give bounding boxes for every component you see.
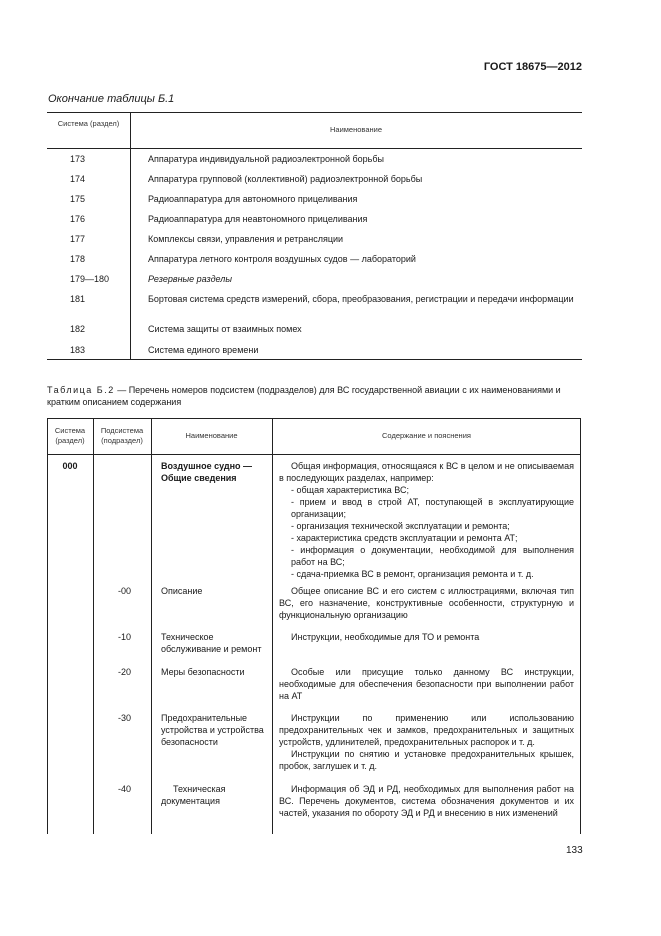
table2-header-system: Система (раздел) xyxy=(54,426,86,445)
table1-code: 175 xyxy=(70,194,86,204)
table2-content-line: Общее описание ВС и его систем с иллюстрациями, включая тип ВС, его назначение, конструктивные особенности, структурную и функциональную организацию xyxy=(279,586,574,620)
table2-content-line: - характеристика средств эксплуатации и ремонта АТ; xyxy=(291,533,518,543)
table1-header-name: Наименование xyxy=(330,125,382,134)
table1-name: Аппаратура индивидуальной радиоэлектронной борьбы xyxy=(148,154,384,164)
table2-left-border xyxy=(47,418,48,834)
table2-content-line: Инструкции, необходимые для ТО и ремонта xyxy=(291,632,480,642)
table1-code: 178 xyxy=(70,254,86,264)
table2-subsystem-code: -10 xyxy=(117,632,131,642)
table2-name: Предохранительные устройства и устройства безопасности xyxy=(161,713,264,747)
table1-caption: Окончание таблицы Б.1 xyxy=(48,93,175,105)
table1-header-system: Система (раздел) xyxy=(57,119,120,128)
table1-name: Система единого времени xyxy=(148,345,259,355)
table2-name: Воздушное судно — Общие сведения xyxy=(161,461,253,483)
table2-content-line: Особые или присущие только данному ВС инструкции, необходимые для обеспечения безопасности при выполнении работ на АТ xyxy=(279,667,574,701)
table1 xyxy=(47,112,582,361)
table1-name: Аппаратура групповой (коллективной) радиоэлектронной борьбы xyxy=(148,174,423,184)
table2-content-line xyxy=(279,496,574,520)
table2-content xyxy=(279,712,574,772)
table2-column-divider xyxy=(151,418,152,834)
table2-column-divider xyxy=(272,418,273,834)
table1-code: 174 xyxy=(70,174,86,184)
table1-code: 179—180 xyxy=(70,274,110,284)
table1-name: Аппаратура летного контроля воздушных судов — лабораторий xyxy=(148,254,416,264)
table2-content-line: - организация технической эксплуатации и ремонта; xyxy=(291,521,510,531)
table1-code: 177 xyxy=(70,234,86,244)
table2-content xyxy=(279,585,574,621)
table1-name: Система защиты от взаимных помех xyxy=(148,324,302,334)
table1-name: Радиоаппаратура для автономного прицеливания xyxy=(148,194,358,204)
table1-top-rule xyxy=(47,112,582,113)
table1-code: 176 xyxy=(70,214,86,224)
table2-name: Меры безопасности xyxy=(161,667,245,677)
table1-name: Резервные разделы xyxy=(148,274,232,284)
table2-caption-label: Таблица Б.2 xyxy=(47,385,115,395)
table2-content-line: Общая информация, относящаяся к ВС в целом и не описываемая в последующих разделах, например: xyxy=(279,461,574,483)
table2-content xyxy=(279,783,574,819)
table1-header-rule xyxy=(47,148,582,149)
table1-code: 173 xyxy=(70,154,86,164)
table1-name: Радиоаппаратура для неавтономного прицеливания xyxy=(148,214,368,224)
table2-system-code: 000 xyxy=(62,461,78,471)
table2-column-divider xyxy=(93,418,94,834)
table2-content xyxy=(279,666,574,702)
table2-content xyxy=(279,460,574,580)
table2-name: Описание xyxy=(161,586,203,596)
table2-content-line: Инструкции по снятию и установке предохранительных крышек, пробок, заглушек и т. д. xyxy=(279,749,574,771)
table2-caption-text: — Перечень номеров подсистем (подразделов) для ВС государственной авиации с их наименованиями и кратким описанием содержания xyxy=(47,385,561,407)
table2-right-border xyxy=(580,418,581,834)
table2-content-line: - общая характеристика ВС; xyxy=(291,485,409,495)
table1-code: 183 xyxy=(70,345,86,355)
table2-name: Техническое обслуживание и ремонт xyxy=(161,632,262,654)
table1-name: Комплексы связи, управления и ретрансляции xyxy=(148,234,344,244)
table2-content-line: - сдача-приемка ВС в ремонт, организация ремонта и т. д. xyxy=(291,569,534,579)
table2-name: Техническая документация xyxy=(161,784,226,806)
table1-bottom-rule xyxy=(47,359,582,360)
table2-content-line: Информация об ЭД и РД, необходимых для выполнения работ на ВС. Перечень документов, система обозначения документов и их частей, указания по обороту ЭД и РД и внесению в них изменений xyxy=(279,784,574,818)
page-number: 133 xyxy=(566,845,583,856)
table1-code: 181 xyxy=(70,294,86,304)
table2-content-line: - информация о документации, необходимой для выполнения работ на ВС; xyxy=(291,545,574,567)
table1-name: Бортовая система средств измерений, сбора, преобразования, регистрации и передачи информации xyxy=(148,294,574,304)
table2-content xyxy=(279,631,574,643)
table2-content-line: Инструкции по применению или использованию предохранительных чек и замков, предохранительных и защитных устройств, удлинителей, предохранительных распорок и т. д. xyxy=(279,713,574,747)
table1-column-divider xyxy=(130,112,131,360)
table2-subsystem-code: -40 xyxy=(117,784,131,794)
table2-header-name: Наименование xyxy=(185,431,238,440)
table2-header-rule xyxy=(47,454,581,455)
table2 xyxy=(47,418,581,834)
table2-top-rule xyxy=(47,418,581,419)
table1-code: 182 xyxy=(70,324,86,334)
table2-header-content: Содержание и пояснения xyxy=(382,431,471,440)
table2-subsystem-code: -00 xyxy=(117,586,131,596)
table2-content-text: - прием и ввод в строй АТ, поступающей в эксплуатирующие организации; xyxy=(291,497,574,519)
table2-caption xyxy=(47,384,582,408)
table2-header-subsystem: Подсистема (подраздел) xyxy=(100,426,144,445)
table2-subsystem-code: -30 xyxy=(117,713,131,723)
standard-designation: ГОСТ 18675—2012 xyxy=(483,61,582,73)
table2-subsystem-code: -20 xyxy=(117,667,131,677)
